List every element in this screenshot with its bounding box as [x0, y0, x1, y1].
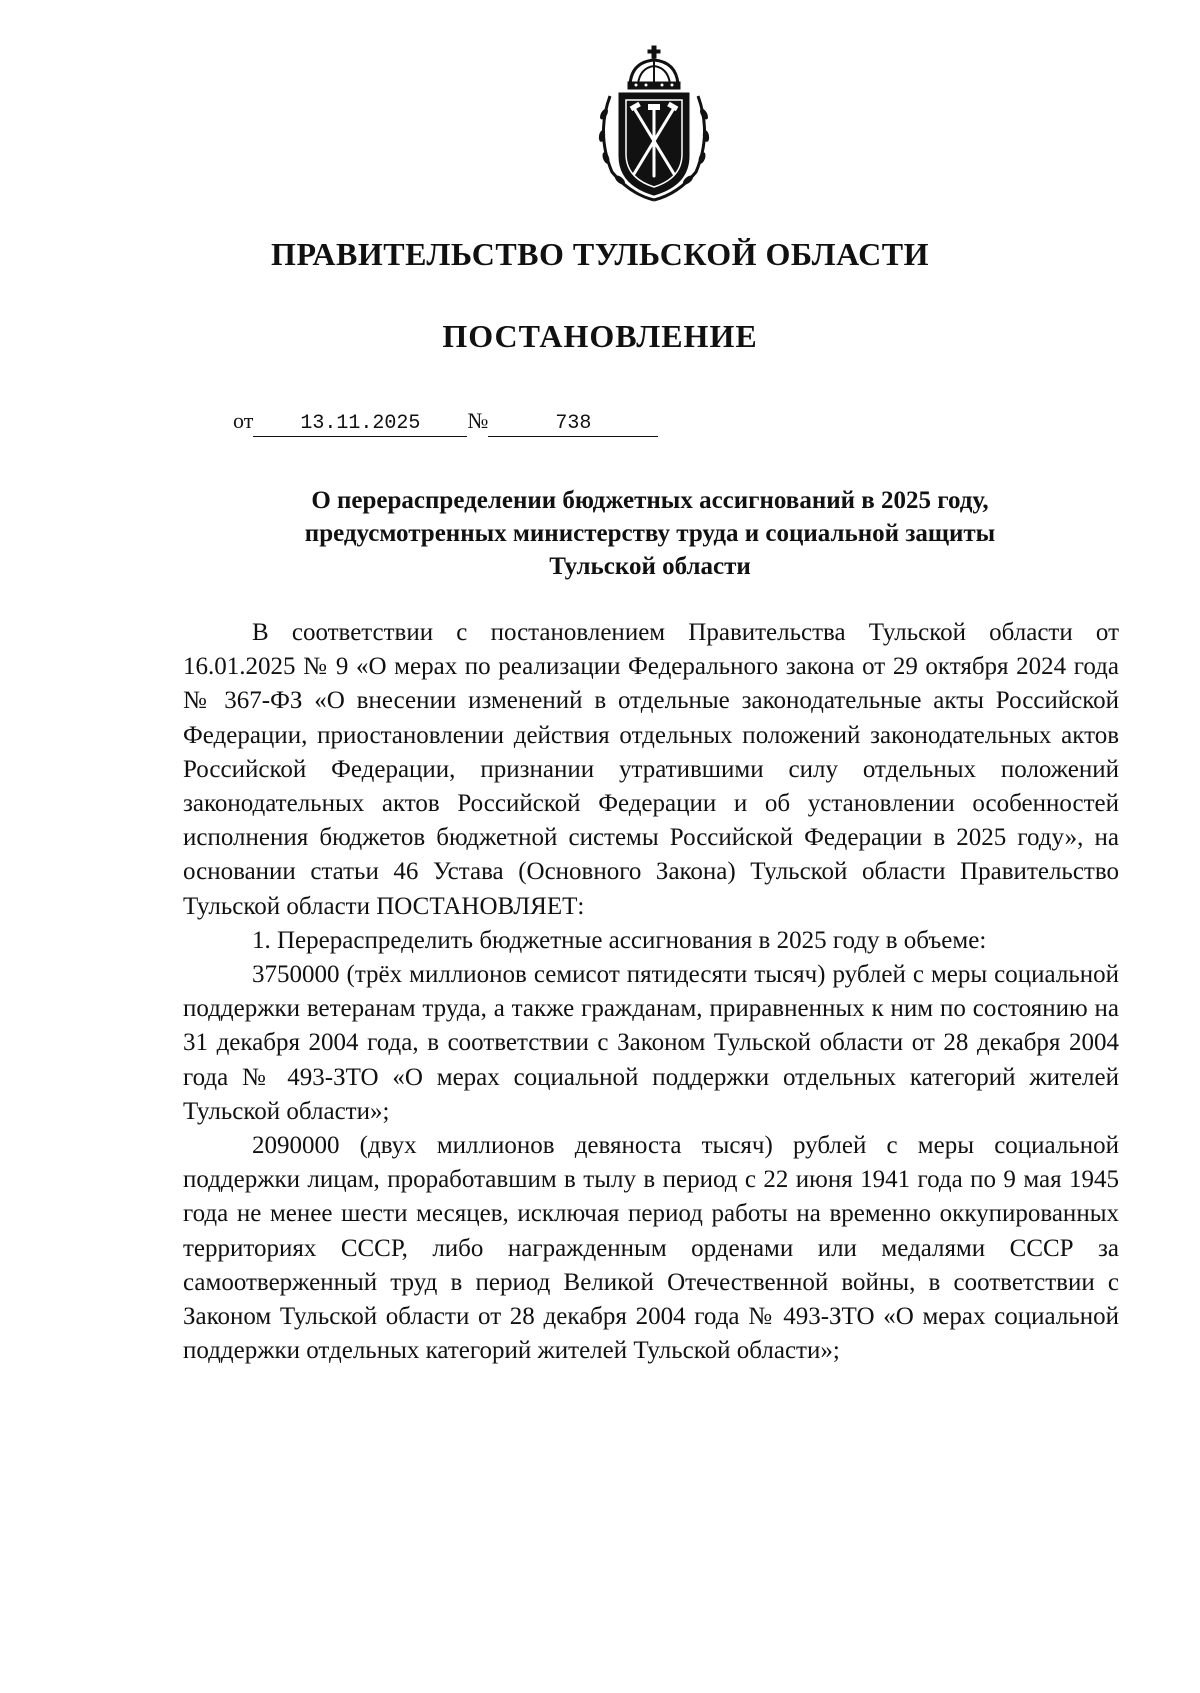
number-label: №	[467, 408, 489, 433]
body-paragraph-item-1: 1. Перераспределить бюджетные ассигнования в 2025 году в объеме:	[252, 926, 987, 954]
subject-line: Тульской области	[549, 553, 751, 580]
date-number-line	[233, 408, 658, 437]
body-paragraph-veterans-amount: 3750000 (трёх миллионов семисот пятидесяти тысяч) рублей с меры социальной поддержки ветеранам труда, а также гражданам, приравненных к ним по состоянию на 31 декабря 2004 года, в соответствии с Законом Тульской области от 28 декабря 2004 года № 493-ЗТО «О мерах социальной поддержки отдельных категорий жителей Тульской области»;	[183, 961, 1119, 1125]
subject-line: предусмотренных министерству труда и социальной защиты	[304, 520, 996, 547]
document-number: 738	[488, 412, 658, 437]
document-subject	[200, 484, 1100, 583]
body-paragraph-homefront-amount: 2090000 (двух миллионов девяноста тысяч) рублей с меры социальной поддержки лицам, проработавшим в тылу в период с 22 июня 1941 года по 9 мая 1945 года не менее шести месяцев, исключая период работы на временно оккупированных территориях СССР, либо награжденным орденами или медалями СССР за самоотверженный труд в период Великой Отечественной войны, в соответствии с Законом Тульской области от 28 декабря 2004 года № 493-ЗТО «О мерах социальной поддержки отдельных категорий жителей Тульской области»;	[183, 1132, 1119, 1365]
date-label: от	[233, 408, 254, 433]
document-date: 13.11.2025	[253, 412, 467, 437]
document-type: ПОСТАНОВЛЕНИЕ	[442, 318, 758, 354]
tula-coat-of-arms-icon	[590, 44, 720, 204]
subject-line: О перераспределении бюджетных ассигнований в 2025 году,	[311, 487, 989, 514]
body-paragraph-preamble: В соответствии с постановлением Правительства Тульской области от 16.01.2025 № 9 «О мерах по реализации Федерального закона от 29 октября 2024 года № 367-ФЗ «О внесении изменений в отдельные законодательные акты Российской Федерации, приостановлении действия отдельных положений законодательных актов Российской Федерации, признании утратившими силу отдельных положений законодательных актов Российской Федерации и об установлении особенностей исполнения бюджетов бюджетной системы Российской Федерации в 2025 году», на основании статьи 46 Устава (Основного Закона) Тульской области Правительство Тульской области ПОСТАНОВЛЯЕТ:	[183, 619, 1119, 920]
document-body	[183, 616, 1119, 1368]
issuing-authority: ПРАВИТЕЛЬСТВО ТУЛЬСКОЙ ОБЛАСТИ	[271, 236, 929, 272]
